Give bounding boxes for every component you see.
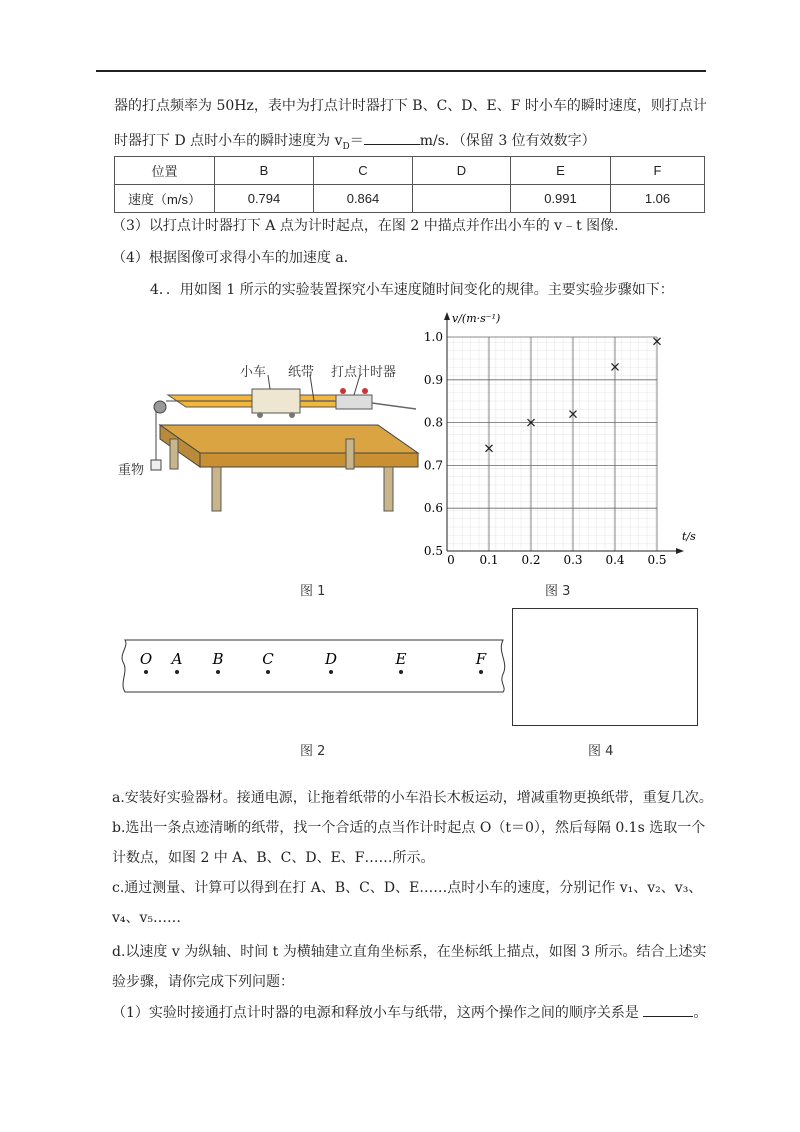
table-header-row (115, 157, 705, 185)
x-tick-label: 0.5 (647, 553, 667, 567)
table-header: F (611, 157, 705, 185)
table-header: C (314, 157, 413, 185)
fig3-caption: 图 3 (545, 584, 571, 599)
tape-point-label: F (475, 650, 487, 668)
y-axis-arrow (444, 312, 450, 320)
header-rule (96, 70, 706, 72)
intro-eq: ＝ (349, 133, 364, 149)
answer-blank-q1[interactable] (643, 1002, 693, 1017)
x-tick-label: 0.3 (563, 553, 583, 567)
fig4-caption: 图 4 (588, 744, 614, 759)
intro-prefix: 时器打下 D 点时小车的瞬时速度为 v (114, 133, 343, 149)
grid-minor (447, 337, 657, 551)
x-tick-label: 0.1 (479, 553, 499, 567)
answer-blank-vd[interactable] (364, 130, 420, 145)
step-c-line1: c.通过测量、计算可以得到在打 A、B、C、D、E……点时小车的速度，分别记作 v₁、v₂、v₃、 (112, 880, 703, 896)
table-cell: 0.991 (511, 185, 611, 213)
question-3: （3）以打点计时器打下 A 点为计时起点，在图 2 中描点并作出小车的 v﹣t 图像． (112, 218, 629, 234)
table-header: E (511, 157, 611, 185)
y-tick-label: 1.0 (423, 330, 443, 344)
table-header: D (413, 157, 511, 185)
step-b-line2: 计数点，如图 2 中 A、B、C、D、E、F……所示。 (112, 850, 435, 866)
step-d-line2: 验步骤，请你完成下列问题： (112, 974, 294, 990)
table-header: 位置 (115, 157, 215, 185)
question-4: （4）根据图像可求得小车的加速度 a． (112, 250, 358, 266)
y-tick-label: 0.9 (423, 372, 443, 387)
tape-point-label: A (171, 650, 183, 668)
problem-4-intro: 4．．用如图 1 所示的实验装置探究小车速度随时间变化的规律。主要实验步骤如下： (150, 282, 674, 298)
intro-sub: D (342, 141, 350, 152)
fig2-paper-tape (115, 632, 513, 700)
label-timer: 打点计时器 (331, 365, 397, 380)
label-weight: 重物 (118, 463, 145, 478)
tape-dot (329, 670, 333, 674)
table-cell: 1.06 (611, 185, 705, 213)
x-axis-arrow (676, 548, 684, 554)
y-axis-label: v/(m·s⁻¹) (452, 312, 501, 325)
fig1-caption: 图 1 (300, 584, 326, 599)
fig2-caption: 图 2 (300, 744, 326, 759)
x-axis-label: t/s (682, 530, 696, 543)
table-cell: 速度（m/s） (115, 185, 215, 213)
intro-line-1: 器的打点频率为 50Hz，表中为打点计时器打下 B、C、D、E、F 时小车的瞬时速度，则打点计 (114, 98, 707, 114)
table-header: B (215, 157, 314, 185)
x-tick-label: 0.2 (521, 553, 541, 567)
step-d-line1: d.以速度 v 为纵轴、时间 t 为横轴建立直角坐标系，在坐标纸上描点，如图 3 所示。结合上述实 (112, 944, 707, 960)
tape-point-label: E (395, 650, 407, 668)
question-1: （1）实验时接通打点计时器的电源和释放小车与纸带，这两个操作之间的顺序关系是 。 (112, 1002, 707, 1023)
tape-point-label: O (139, 650, 153, 668)
label-car: 小车 (240, 365, 267, 380)
fig3-vt-graph (420, 300, 700, 575)
y-tick-label: 0.5 (423, 544, 443, 558)
tape-dot (216, 670, 220, 674)
y-tick-label: 0.6 (423, 501, 443, 516)
table-cell-answer-d[interactable] (413, 185, 511, 213)
fig4-blank-box[interactable] (512, 608, 698, 726)
label-tape: 纸带 (288, 365, 315, 380)
tape-dot (266, 670, 270, 674)
tape-dot (175, 670, 179, 674)
tape-dot (144, 670, 148, 674)
velocity-table (114, 156, 705, 213)
tape-point-label: C (262, 650, 274, 668)
y-tick-label: 0.7 (423, 458, 443, 473)
tape-dot (399, 670, 403, 674)
step-a: a.安装好实验器材。接通电源，让拖着纸带的小车沿长木板运动，增减重物更换纸带，重复几次。 (112, 790, 713, 806)
question-1-text: （1）实验时接通打点计时器的电源和释放小车与纸带，这两个操作之间的顺序关系是 (112, 1005, 639, 1021)
x-tick-label: 0 (447, 553, 455, 567)
table-row (115, 185, 705, 213)
x-tick-label: 0.4 (605, 553, 625, 567)
table-cell: 0.864 (314, 185, 413, 213)
step-c-line2: v₄、v₅…… (112, 910, 182, 926)
tape-point-label: B (212, 650, 224, 668)
tape-point-label: D (324, 650, 338, 668)
tape-dot (479, 670, 483, 674)
y-tick-label: 0.8 (423, 415, 443, 430)
intro-unit: m/s．（保留 3 位有效数字） (419, 133, 596, 149)
step-b-line1: b.选出一条点迹清晰的纸带，找一个合适的点当作计时起点 O（t＝0），然后每隔 0.1s 选取一个 (112, 820, 706, 836)
intro-line-2 (114, 130, 596, 157)
table-cell: 0.794 (215, 185, 314, 213)
